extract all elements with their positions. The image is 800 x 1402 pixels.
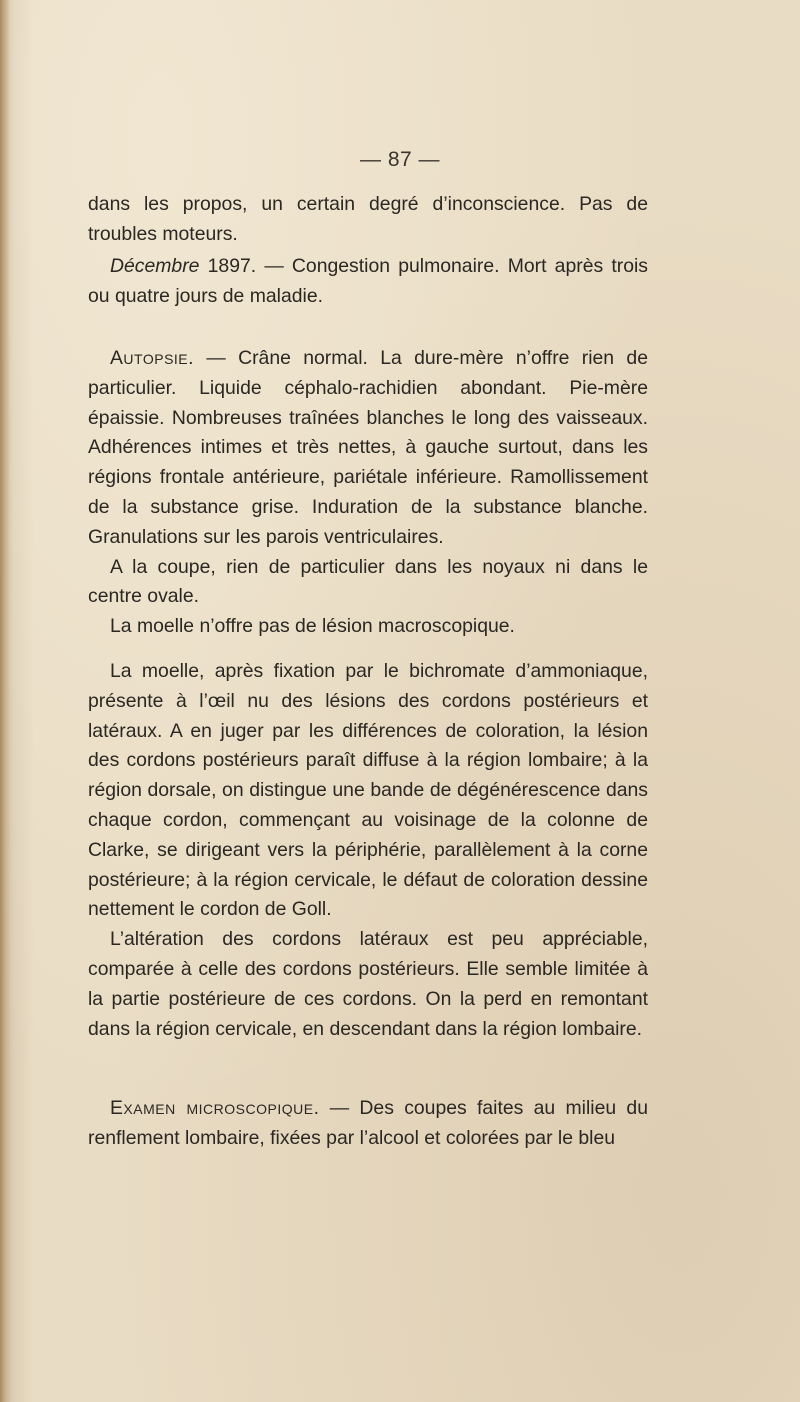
- paragraph-5: La moelle n’offre pas de lésion macroscopique.: [110, 615, 515, 638]
- paragraph-8: [88, 1094, 648, 1154]
- paragraph-3-text: — Crâne normal. La dure-mère n’offre rien de particulier. Liquide céphalo-rachidien abondant. Pie-mère épaissie. Nombreuses traînées blanches le long des vaisseaux. Adhérences intimes et très nettes, à gauche surtout, dans les régions frontale antérieure, pariétale inférieure. Ramollissement de la substance grise. Induration de la substance blanche. Granulations sur les parois ventriculaires.: [88, 347, 648, 548]
- paragraph-3: [88, 344, 648, 553]
- paragraph-8-text: — Des coupes faites au milieu du renflement lombaire, fixées par l’alcool et colorées par le bleu: [88, 1097, 648, 1149]
- section-heading-autopsie: Autopsie.: [110, 347, 195, 369]
- page-edge-shadow: [0, 0, 10, 1402]
- paragraph-7: L’altération des cordons latéraux est peu appréciable, comparée à celle des cordons postérieurs. Elle semble limitée à la partie postérieure de ces cordons. On la perd en remontant dans la région cervicale, en descendant dans la région lombaire.: [88, 928, 648, 1040]
- paragraph-4: A la coupe, rien de particulier dans les noyaux ni dans le centre ovale.: [88, 555, 648, 608]
- date-heading: Décembre: [110, 255, 200, 277]
- text-block-moelle: [88, 657, 648, 1044]
- text-block-examen: [88, 1094, 648, 1154]
- paragraph-1: dans les propos, un certain degré d’inconscience. Pas de troubles moteurs.: [88, 193, 648, 245]
- text-block-december: [88, 252, 648, 312]
- section-heading-examen: Examen microscopique.: [110, 1097, 320, 1119]
- paragraph-6: La moelle, après fixation par le bichromate d’ammoniaque, présente à l’œil nu des lésions des cordons postérieurs et latéraux. A en juger par les différences de coloration, la lésion des cordons postérieurs paraît diffuse à la région lombaire; à la région dorsale, on distingue une bande de dégénérescence dans chaque cordon, commençant au voisinage de la colonne de Clarke, se dirigeant vers la périphérie, parallèlement à la corne postérieure; à la région cervicale, le défaut de coloration dessine nettement le cordon de Goll.: [88, 660, 648, 921]
- text-block-autopsie: [88, 344, 648, 642]
- text-block-intro: [88, 190, 648, 250]
- page-number: — 87 —: [359, 148, 441, 171]
- paragraph-2: [88, 252, 648, 312]
- paragraph-2-text: 1897. — Congestion pulmonaire. Mort après trois ou quatre jours de maladie.: [88, 255, 648, 307]
